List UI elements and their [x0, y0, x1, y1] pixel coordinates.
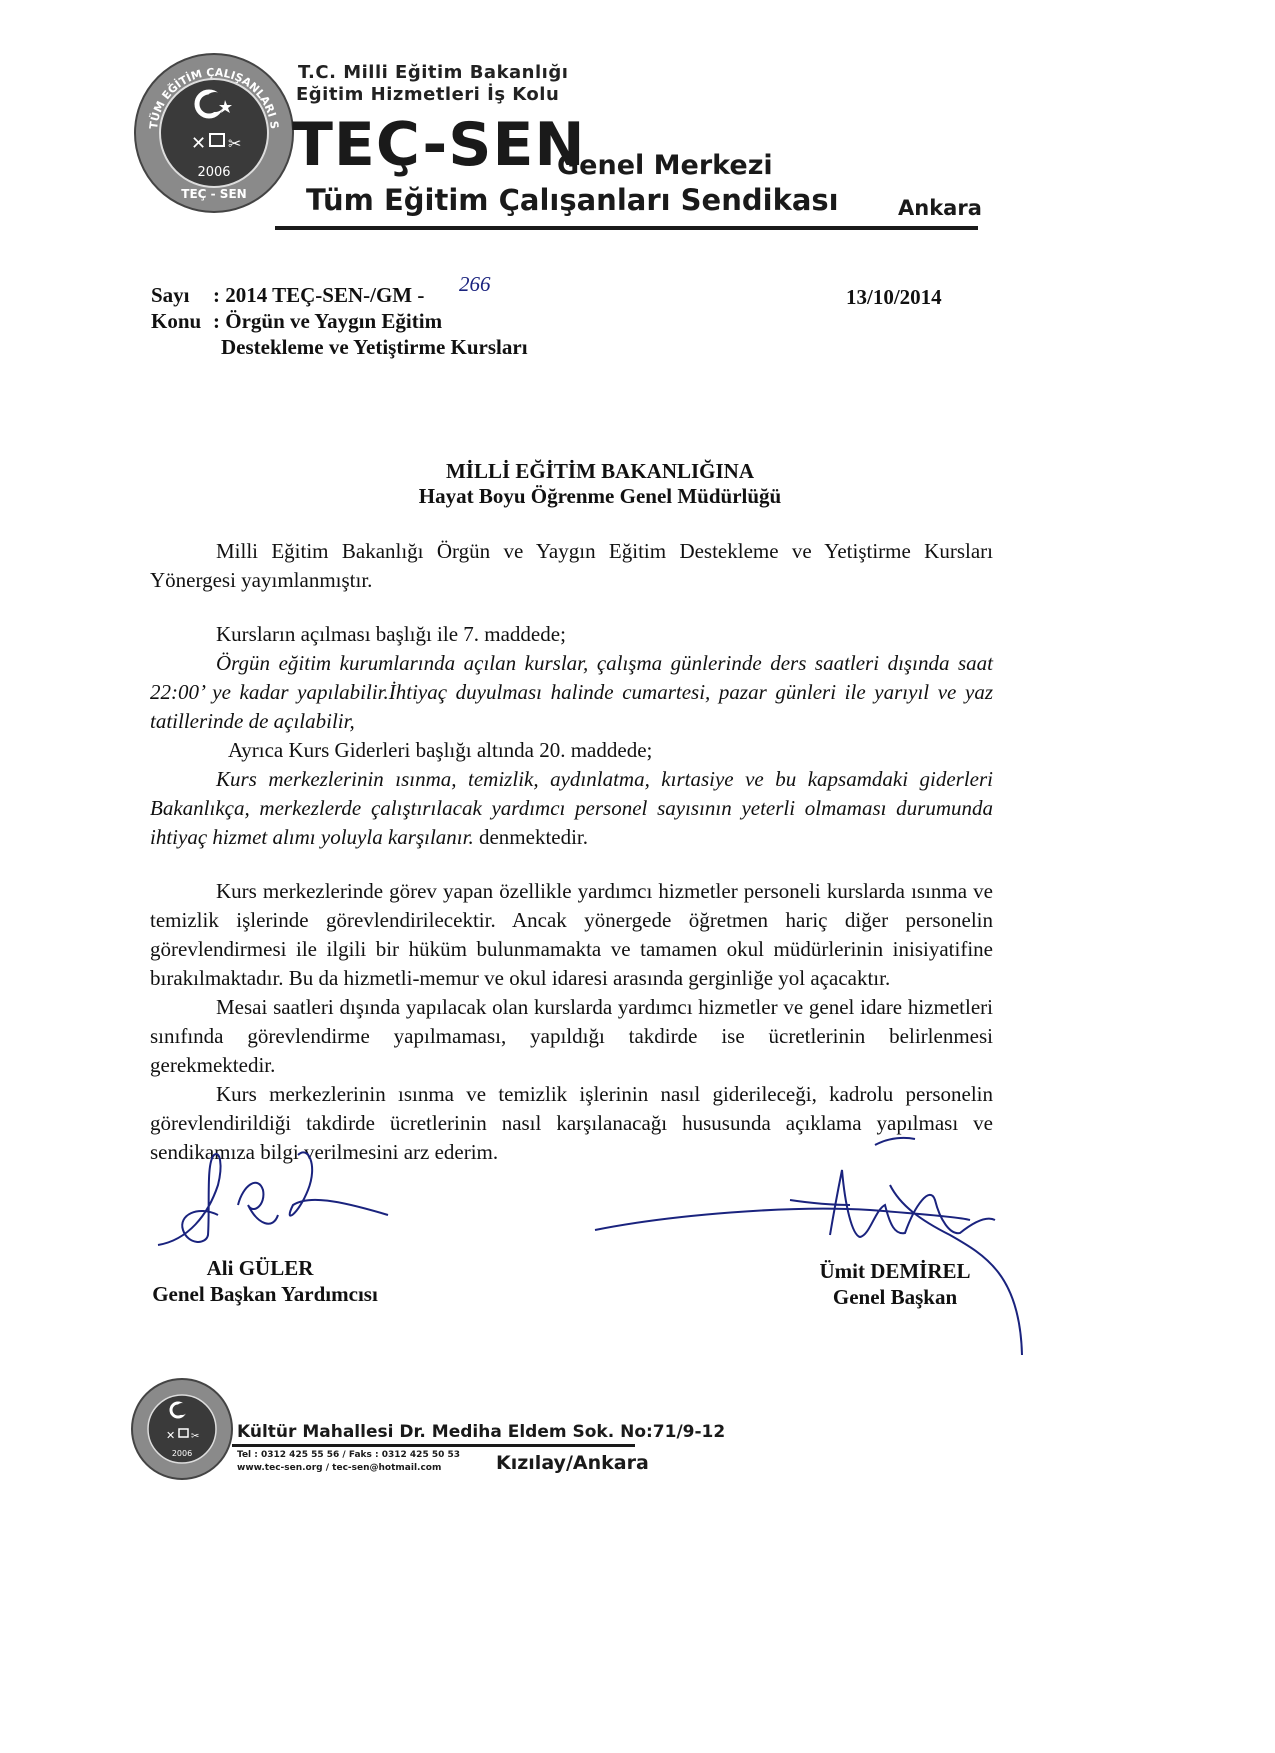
footer-seal-year: 2006 [171, 1449, 193, 1458]
addressee-line-2: Hayat Boyu Öğrenme Genel Müdürlüğü [418, 484, 782, 508]
konu-label: Konu [151, 309, 202, 333]
right-signature-scribble [590, 1125, 1030, 1375]
seal-abbr: TEÇ - SEN [181, 187, 247, 201]
brand-suffix: Genel Merkezi [557, 150, 773, 181]
ministry-line-1: T.C. Milli Eğitim Bakanlığı [298, 62, 569, 83]
paragraph-3-tail: denmektedir. [473, 825, 589, 849]
sayi-handwritten: 266 [459, 272, 491, 296]
document-date: 13/10/2014 [846, 285, 942, 309]
svg-text:✕: ✕ [191, 133, 207, 154]
left-signature-scribble [148, 1145, 398, 1255]
paragraph-4: Kurs merkezlerinde görev yapan özellikle yardımcı hizmetler personeli kurslarda ısınma ve temizlik işlerinde görevlendirilecektir. Ancak yönergede öğretmen hariç diğer personelin görevlendirmesi ile ilgili bir hüküm bulunmamakta ve tamamen okul müdürlerinin inisiyatifine bırakılmaktadır. Bu da hizmetli-memur ve okul idaresi arasında gerginliğe yol açacaktır. [150, 879, 993, 990]
sayi-value: : 2014 TEÇ-SEN-/GM - [213, 283, 425, 307]
sayi-label: Sayı [151, 283, 190, 307]
addressee-line-1: MİLLİ EĞİTİM BAKANLIĞINA [445, 459, 755, 483]
paragraph-3 [150, 765, 993, 852]
svg-text:✕: ✕ [166, 1429, 176, 1442]
ministry-line-2: Eğitim Hizmetleri İş Kolu [296, 84, 560, 105]
paragraph-6: Kurs merkezlerinin ısınma ve temizlik işlerinin nasıl giderileceği, kadrolu personelin görevlendirildiği takdirde ücretlerinin nasıl karşılanacağı hususunda açıklama yapılması ve sendikamıza bilgi verilmesini arz ederim. [150, 1082, 993, 1164]
left-signer-title: Genel Başkan Yardımcısı [152, 1282, 378, 1306]
footer-city: Kızılay/Ankara [496, 1452, 649, 1474]
konu-value-2: Destekleme ve Yetiştirme Kursları [221, 335, 528, 359]
header-rule [275, 226, 978, 230]
brand-name: TEÇ-SEN [292, 110, 586, 180]
header-city: Ankara [898, 196, 982, 220]
paragraph-2-quote: Örgün eğitim kurumlarında açılan kurslar, çalışma günlerinde ders saatleri dışında saat 22:00’ ye kadar yapılabilir.İhtiyaç duyulması halinde cumartesi, pazar günleri ile yarıyıl ve yaz tatillerinde de açılabilir, [150, 651, 993, 733]
letter-body [150, 537, 993, 1167]
svg-text:✂: ✂ [228, 134, 242, 153]
footer-web: www.tec-sen.org / tec-sen@hotmail.com [237, 1463, 442, 1473]
footer-address: Kültür Mahallesi Dr. Mediha Eldem Sok. No:71/9-12 [237, 1422, 726, 1442]
seal-year: 2006 [197, 165, 231, 180]
union-seal-logo [133, 52, 295, 214]
paragraph-5: Mesai saatleri dışında yapılacak olan kurslarda yardımcı hizmetler ve genel idare hizmetleri sınıfında görevlendirme yapılmaması, yapıldığı takdirde ise ücretlerinin belirlenmesi gerekmektedir. [150, 995, 993, 1077]
footer-phone: Tel : 0312 425 55 56 / Faks : 0312 425 50 53 [237, 1450, 461, 1460]
paragraph-3-quote: Kurs merkezlerinin ısınma, temizlik, aydınlatma, kırtasiye ve bu kapsamdaki giderleri Bakanlıkça, merkezlerde çalıştırılacak yardımcı personel sayısının yeterli olmaması durumunda ihtiyaç hizmet alımı yoluyla karşılanır. [150, 767, 993, 849]
svg-text:✂: ✂ [191, 1431, 200, 1442]
footer-seal-logo [130, 1377, 234, 1481]
seal-ring-text: TÜM EĞİTİM ÇALIŞANLARI S [147, 65, 281, 130]
paragraph-2-intro: Kursların açılması başlığı ile 7. maddede; [216, 622, 566, 646]
footer-rule [232, 1444, 635, 1447]
left-signer-name: Ali GÜLER [206, 1256, 314, 1280]
union-full-name: Tüm Eğitim Çalışanları Sendikası [306, 183, 839, 217]
paragraph-3-intro: Ayrıca Kurs Giderleri başlığı altında 20. maddede; [228, 738, 653, 762]
paragraph-1: Milli Eğitim Bakanlığı Örgün ve Yaygın Eğitim Destekleme ve Yetiştirme Kursları Yönergesi yayımlanmıştır. [150, 539, 993, 592]
right-signer-name: Ümit DEMİREL [819, 1259, 971, 1283]
konu-value-1: : Örgün ve Yaygın Eğitim [213, 309, 443, 333]
right-signer-title: Genel Başkan [832, 1285, 958, 1309]
